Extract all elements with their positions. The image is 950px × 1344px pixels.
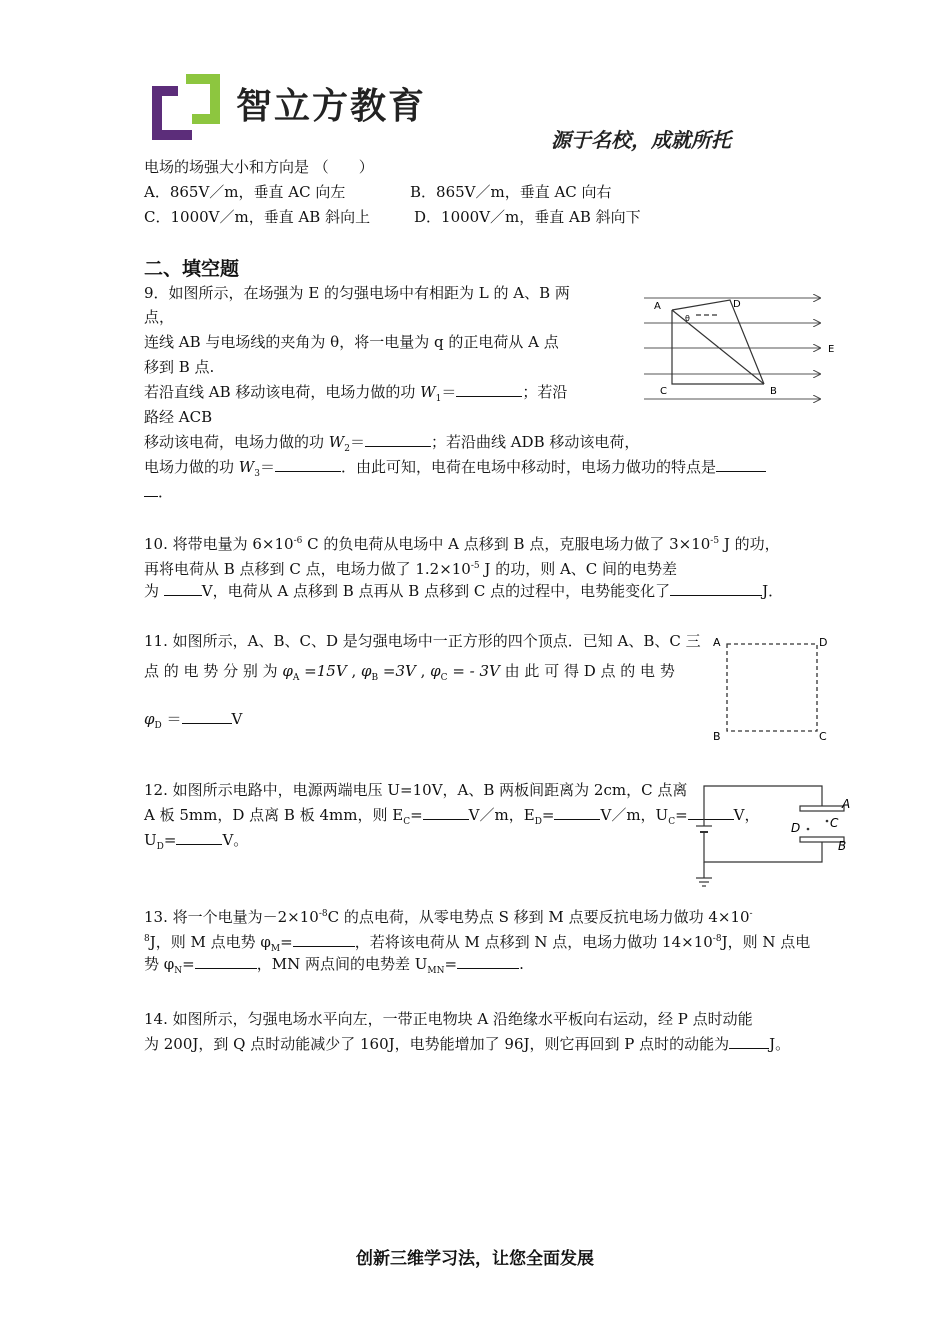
- q12-line-1: 12. 如图所示电路中，电源两端电压 U=10V，A、B 两板间距离为 2cm，C 点离: [144, 781, 688, 799]
- q9-line-4: 移到 B 点.: [144, 358, 215, 376]
- label-a: A: [842, 797, 851, 811]
- q8-option-d: D．1000V／m，垂直 AB 斜向下: [414, 208, 641, 226]
- slogan: 源于名校，成就所托: [551, 128, 731, 152]
- label-c: C: [819, 730, 827, 743]
- footer-slogan: 创新三维学习法，让您全面发展: [356, 1249, 594, 1269]
- q14-line-1: 14. 如图所示，匀强电场水平向左，一带正电物块 A 沿绝缘水平板向右运动，经 P 点时动能: [144, 1010, 753, 1028]
- q10-line-2: 再将电荷从 B 点移到 C 点，电场力做了 $1.2\times 10^{-5}$ J 的功，则 A、C 间的电势差: [144, 560, 678, 578]
- q9-line-7: 移动该电荷，电场力做的功 $W_2=$ ；若沿曲线 ADB 移动该电荷，: [144, 433, 640, 454]
- q9-w3-blank[interactable]: [275, 457, 341, 472]
- label-b: B: [770, 386, 777, 397]
- q10-uac-blank[interactable]: [164, 581, 202, 596]
- q9-feature-blank-cont[interactable]: [144, 482, 158, 497]
- q8-option-a: A．865V／m，垂直 AC 向左: [144, 183, 346, 201]
- q10-line-3: 为 V，电荷从 A 点移到 B 点再从 B 点移到 C 点的过程中，电势能变化了 J．: [144, 582, 784, 600]
- label-theta: θ: [685, 314, 690, 323]
- path-adb: [672, 300, 764, 384]
- section-title: 二、填空题: [144, 258, 240, 280]
- label-d: D: [791, 821, 801, 835]
- brand-logo-icon: [148, 72, 224, 144]
- q9-w1-blank[interactable]: [456, 382, 522, 397]
- q10-energy-blank[interactable]: [670, 581, 762, 596]
- label-e: E: [828, 344, 835, 355]
- q8-option-c: C．1000V／m，垂直 AB 斜向上: [144, 208, 371, 226]
- plate-a: [800, 806, 844, 811]
- q12-ed-blank[interactable]: [554, 805, 600, 820]
- label-b: B: [713, 730, 721, 743]
- q11-line-1: 11. 如图所示，A、B、C、D 是匀强电场中一正方形的四个顶点．已知 A、B、C 三: [144, 632, 701, 650]
- q10-line-1: 10. 将带电量为 $6\times 10^{-6}$ C 的负电荷从电场中 A 点移到 B 点，克服电场力做了 $3\times 10^{-5}$ J 的功，: [144, 535, 780, 553]
- dashed-square: [727, 644, 817, 731]
- q13-line-1: 13. 将一个电量为$-2\times 10^{-8}C$ 的点电荷，从零电势点 S 移到 M 点要反抗电场力做功 4×10-: [144, 908, 753, 926]
- q13-line-3: 势 $\varphi_N=$ ，MN 两点间的电势差 $U_{MN}=$ .: [144, 955, 524, 976]
- label-d: D: [819, 636, 828, 649]
- q9-line-2: 点，: [144, 308, 175, 326]
- q11-line-3: $\varphi_D = V$: [144, 710, 243, 731]
- q9-line-3: 连线 AB 与电场线的夹角为 θ，将一电量为 q 的正电荷从 A 点: [144, 333, 559, 351]
- q9-line-9: ．: [144, 481, 173, 503]
- q13-line-2: $^8$J，则 M 点电势 $\varphi_M=$ ，若将该电荷从 M 点移到 N 点，电场力做功 $14\times 10^{-8}J$，则 N 点电: [144, 933, 811, 954]
- q11-phid-blank[interactable]: [182, 709, 232, 724]
- q11-line-2: 点 的 电 势 分 别 为 $\varphi_A =15V$ , $\varphi_B =3V$ , $\varphi_C$ = - 3V 由 此 可 得 D 点 的 电 势: [144, 662, 675, 683]
- q12-circuit-diagram: [690, 782, 855, 892]
- label-a: A: [654, 301, 661, 312]
- q14-ek-blank[interactable]: [729, 1034, 769, 1049]
- q9-line-8: 电场力做的功 $W_3=$ ．由此可知，电荷在电场中移动时，电场力做功的特点是: [144, 456, 766, 485]
- brand-name: 智立方教育: [236, 86, 427, 127]
- q9-line-6: 路经 ACB: [144, 408, 213, 426]
- label-d: D: [733, 299, 741, 310]
- q9-feature-blank[interactable]: [716, 457, 766, 472]
- q12-ec-blank[interactable]: [423, 805, 469, 820]
- q8-stem: 电场的场强大小和方向是 （ ）: [144, 158, 374, 176]
- q12-line-3: $U_D= V$。: [144, 831, 249, 852]
- q12-line-2: A 板 5mm，D 点离 B 板 4mm，则 $E_C=$ V／m，$E_D=$ V／m，$U_C= V$，: [144, 806, 760, 827]
- q9-field-diagram: [640, 286, 850, 416]
- q9-line-5: 若沿直线 AB 移动该电荷，电场力做的功 $W_1=$ ；若沿: [144, 383, 568, 404]
- q8-option-b: B．865V／m，垂直 AC 向右: [410, 183, 612, 201]
- point-c: [826, 820, 829, 823]
- point-d: [807, 828, 810, 831]
- label-b: B: [838, 839, 847, 853]
- q13-umn-blank[interactable]: [457, 954, 519, 969]
- q14-line-2: 为 200J，到 Q 点时动能减少了 160J，电势能增加了 96J，则它再回到 P 点时的动能为 J。: [144, 1035, 791, 1053]
- q12-ud-blank[interactable]: [176, 830, 222, 845]
- q13-phim-blank[interactable]: [293, 932, 355, 947]
- label-c: C: [830, 816, 839, 830]
- q11-square-diagram: [710, 630, 835, 745]
- q13-phin-blank[interactable]: [195, 954, 257, 969]
- label-c: C: [660, 386, 667, 397]
- q9-w2-blank[interactable]: [365, 432, 431, 447]
- q9-line-1: 9．如图所示，在场强为 E 的匀强电场中有相距为 L 的 A、B 两: [144, 284, 570, 302]
- label-a: A: [713, 636, 721, 649]
